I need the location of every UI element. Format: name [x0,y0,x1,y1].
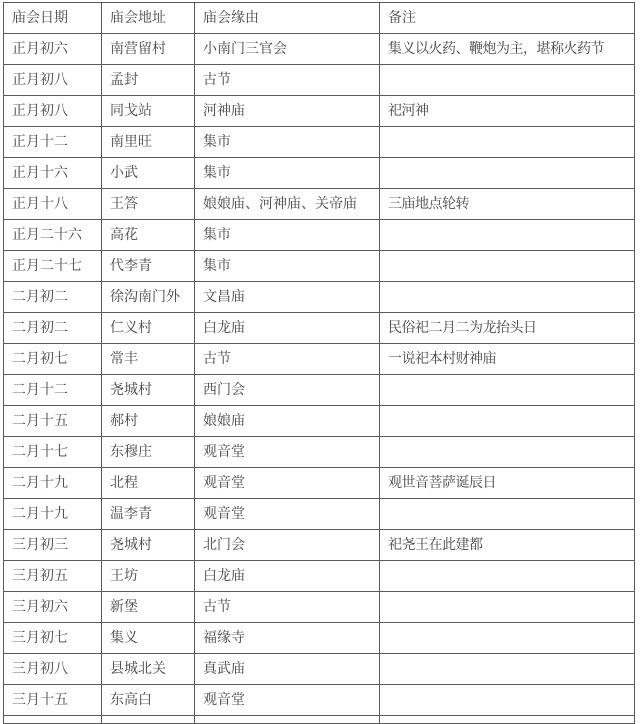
cell-date: 正月十六 [4,158,102,189]
table-row [4,592,635,623]
table-row [4,251,635,282]
cell-location: 孟封 [102,65,195,96]
table-row [4,499,635,530]
cell-location: 代李青 [102,251,195,282]
cell-reason: 娘娘庙 [195,406,380,437]
cell-empty [102,716,195,724]
cell-date: 三月十五 [4,685,102,716]
cell-notes [380,375,635,406]
cell-date: 正月十八 [4,189,102,220]
cell-notes [380,685,635,716]
cell-empty [4,716,102,724]
cell-date: 二月十五 [4,406,102,437]
cell-location: 温李青 [102,499,195,530]
cell-reason: 观音堂 [195,437,380,468]
cell-location: 常丰 [102,344,195,375]
cell-reason: 古节 [195,65,380,96]
cell-date: 二月十九 [4,468,102,499]
cell-reason: 集市 [195,158,380,189]
cell-notes [380,437,635,468]
cell-notes [380,65,635,96]
cell-reason: 真武庙 [195,654,380,685]
cell-date: 三月初五 [4,561,102,592]
cell-date: 三月初七 [4,623,102,654]
table-row [4,685,635,716]
cell-reason: 观音堂 [195,499,380,530]
cell-date: 正月初六 [4,34,102,65]
cell-reason: 集市 [195,251,380,282]
table-row [4,65,635,96]
table-row [4,158,635,189]
cell-empty [195,716,380,724]
cell-notes: 一说祀本村财神庙 [380,344,635,375]
table-row [4,282,635,313]
cell-date: 二月十九 [4,499,102,530]
cell-date: 三月初八 [4,654,102,685]
cell-notes: 民俗祀二月二为龙抬头日 [380,313,635,344]
cell-notes [380,127,635,158]
cell-reason: 白龙庙 [195,561,380,592]
cell-reason: 观音堂 [195,468,380,499]
cell-date: 三月初六 [4,592,102,623]
table-row [4,344,635,375]
cell-reason: 文昌庙 [195,282,380,313]
table-row [4,530,635,561]
cell-date: 正月初八 [4,96,102,127]
table-row [4,34,635,65]
cell-location: 高花 [102,220,195,251]
table-row [4,654,635,685]
cell-reason: 河神庙 [195,96,380,127]
cell-reason: 集市 [195,127,380,158]
cell-date: 二月初二 [4,282,102,313]
cell-reason: 集市 [195,220,380,251]
cell-date: 正月二十六 [4,220,102,251]
cell-notes [380,282,635,313]
cell-date: 正月二十七 [4,251,102,282]
cell-location: 集义 [102,623,195,654]
table-row [4,220,635,251]
cell-location: 小武 [102,158,195,189]
header-row [4,3,635,34]
cell-reason: 观音堂 [195,685,380,716]
cell-notes: 祀河神 [380,96,635,127]
cell-date: 正月十二 [4,127,102,158]
cell-reason: 西门会 [195,375,380,406]
cell-date: 三月初三 [4,530,102,561]
table-row [4,127,635,158]
cell-notes: 祀尧王在此建都 [380,530,635,561]
cell-reason: 福缘寺 [195,623,380,654]
table-row [4,375,635,406]
header-location: 庙会地址 [102,3,195,34]
cell-notes: 三庙地点轮转 [380,189,635,220]
table-row [4,406,635,437]
cell-notes [380,592,635,623]
cell-notes [380,406,635,437]
cell-reason: 古节 [195,592,380,623]
cell-location: 东高白 [102,685,195,716]
header-notes: 备注 [380,3,635,34]
cell-reason: 北门会 [195,530,380,561]
cell-notes [380,623,635,654]
cell-location: 同戈站 [102,96,195,127]
cell-location: 徐沟南门外 [102,282,195,313]
table-row [4,437,635,468]
table-row [4,96,635,127]
header-reason: 庙会缘由 [195,3,380,34]
cell-notes [380,158,635,189]
cell-notes [380,220,635,251]
table-row [4,561,635,592]
cell-location: 尧城村 [102,530,195,561]
cell-location: 县城北关 [102,654,195,685]
cell-notes [380,561,635,592]
cell-reason: 古节 [195,344,380,375]
header-date: 庙会日期 [4,3,102,34]
cell-reason: 白龙庙 [195,313,380,344]
cell-location: 仁义村 [102,313,195,344]
cell-location: 北程 [102,468,195,499]
table-row [4,623,635,654]
cell-notes [380,499,635,530]
cell-location: 尧城村 [102,375,195,406]
cell-date: 二月初二 [4,313,102,344]
cell-location: 王坊 [102,561,195,592]
cell-location: 王答 [102,189,195,220]
cell-notes [380,654,635,685]
table-row [4,189,635,220]
cell-empty [380,716,635,724]
cell-date: 二月十二 [4,375,102,406]
cell-location: 南营留村 [102,34,195,65]
cell-notes: 观世音菩萨诞辰日 [380,468,635,499]
table-row [4,468,635,499]
table-row [4,313,635,344]
cell-date: 二月初七 [4,344,102,375]
cell-reason: 娘娘庙、河神庙、关帝庙 [195,189,380,220]
cell-date: 正月初八 [4,65,102,96]
cell-reason: 小南门三官会 [195,34,380,65]
temple-fair-table [3,2,635,724]
cell-notes [380,251,635,282]
cell-location: 南里旺 [102,127,195,158]
cell-date: 二月十七 [4,437,102,468]
cell-location: 郝村 [102,406,195,437]
cell-location: 东穆庄 [102,437,195,468]
table-row-partial [4,716,635,724]
cell-notes: 集义以火药、鞭炮为主，堪称火药节 [380,34,635,65]
cell-location: 新堡 [102,592,195,623]
